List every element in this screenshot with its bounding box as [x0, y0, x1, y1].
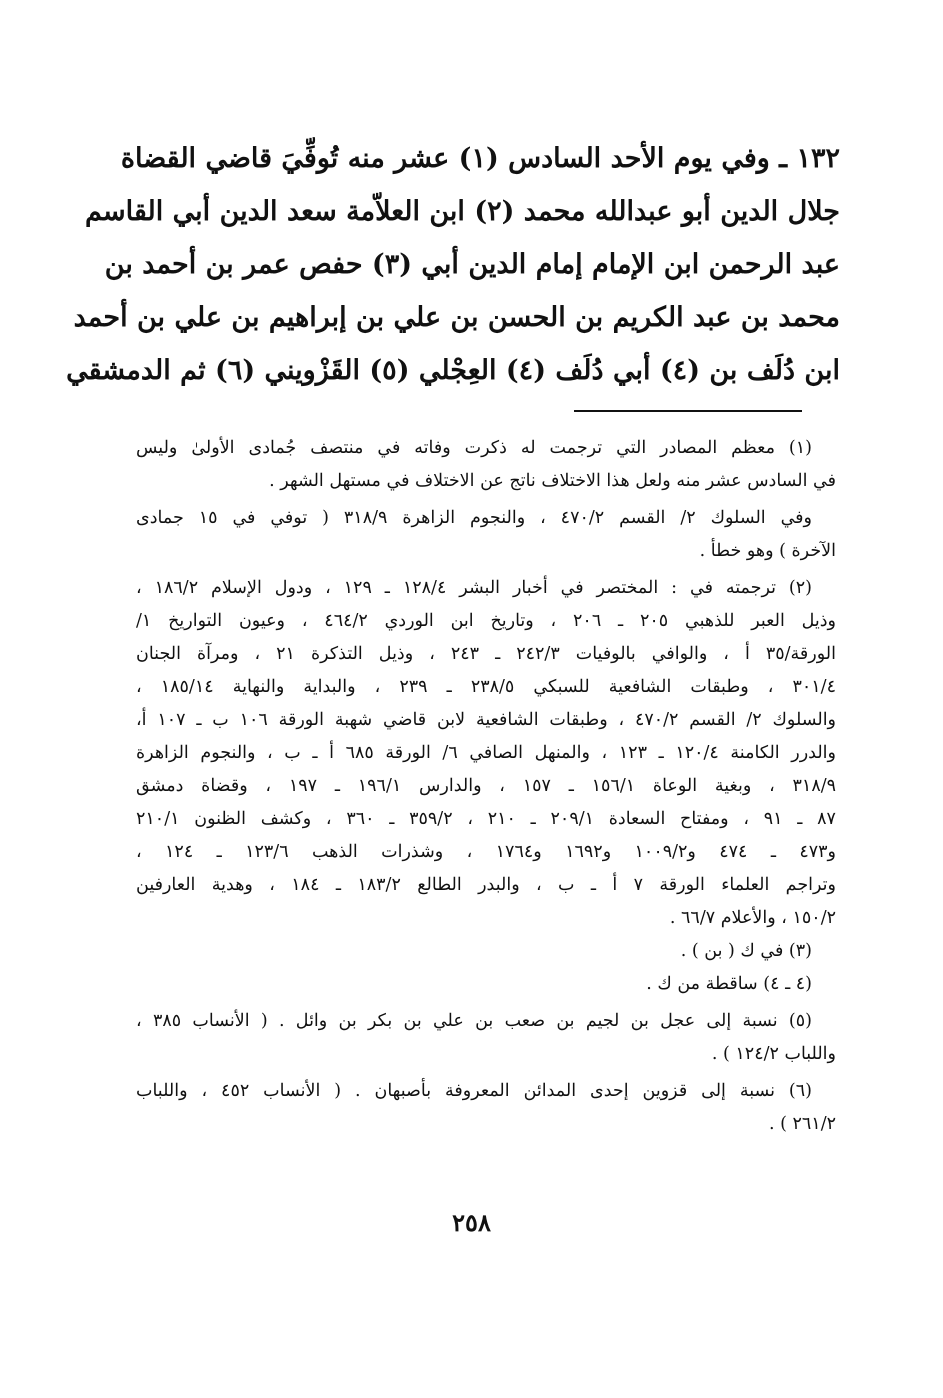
footnote-line: (٤ ـ ٤) ساقطة من ك .	[646, 974, 812, 994]
footnote-line: (١) معظم المصادر التي ترجمت له ذكرت وفاته في منتصف جُمادى الأولىٰ وليس	[136, 438, 812, 458]
main-text-line: عبد الرحمن ابن الإمام إمام الدين أبي (٣) حفص عمر بن أحمد بن	[104, 249, 840, 280]
footnote-line: واللباب ١٢٤/٢ ) .	[711, 1044, 836, 1064]
footnote-line: الورقة/٣٥ أ ، والوافي بالوفيات ٢٤٢/٣ ـ ٢٤٣ ، وذيل التذكرة ٢١ ، ومرآة الجنان	[136, 644, 836, 664]
footnotes-block	[136, 432, 836, 1141]
footnote-line: و٤٧٣ ـ ٤٧٤ و١٠٠٩/٢ و١٦٩٢ و١٧٦٤ ، وشذرات الذهب ١٢٣/٦ ـ ١٢٤ ،	[136, 842, 836, 862]
footnote-line: وتراجم العلماء الورقة ٧ أ ـ ب ، والبدر الطالع ١٨٣/٢ ـ ١٨٤ ، وهدية العارفين	[136, 875, 836, 895]
page-number: ٢٥٨	[452, 1208, 491, 1237]
footnote-line: الآخرة ) وهو خطأ .	[699, 541, 836, 561]
footnote-line: ٣٠١/٤ ، وطبقات الشافعية للسبكي ٢٣٨/٥ ـ ٢٣٩ ، والبداية والنهاية ١٨٥/١٤ ،	[136, 677, 836, 697]
main-text-line: ١٣٢ ـ وفي يوم الأحد السادس (١) عشر منه تُوفِّيَ قاضي القضاة	[120, 143, 840, 174]
footnote-line: ٨٧ ـ ٩١ ، ومفتاح السعادة ٢٠٩/١ ـ ٢١٠ ، ٣٥٩/٢ ـ ٣٦٠ ، وكشف الظنون ٢١٠/١	[136, 809, 836, 829]
footnote-line: ٣١٨/٩ ، وبغية الوعاة ١٥٦/١ ـ ١٥٧ ، والدارس ١٩٦/١ ـ ١٩٧ ، وقضاة دمشق	[136, 776, 837, 796]
footnote-line: ١٥٠/٢ ، والأعلام ٦٦/٧ .	[669, 908, 836, 928]
main-text-block	[66, 132, 840, 397]
footnote-line: ٢٦١/٢ ) .	[768, 1114, 836, 1134]
main-text-line: ابن دُلَف بن (٤) أبي دُلَف (٤) العِجْلي (٥) القَزْويني (٦) ثم الدمشقي	[66, 355, 840, 386]
footnote-separator	[574, 410, 802, 412]
footnote-line: (٣) في ك ( بن ) .	[680, 941, 812, 961]
footnote-line: (٢) ترجمته في : المختصر في أخبار البشر ١٢٨/٤ ـ ١٢٩ ، ودول الإسلام ١٨٦/٢ ،	[136, 578, 812, 598]
main-text-line: جلال الدين أبو عبدالله محمد (٢) ابن العلاّمة سعد الدين أبي القاسم	[85, 196, 840, 227]
footnote-line: (٦) نسبة إلى قزوين إحدى المدائن المعروفة بأصبهان . ( الأنساب ٤٥٢ ، واللباب	[136, 1081, 812, 1101]
footnote-line: (٥) نسبة إلى عجل بن لجيم بن صعب بن علي بن بكر بن وائل . ( الأنساب ٣٨٥ ،	[136, 1011, 812, 1031]
footnote-line: في السادس عشر منه ولعل هذا الاختلاف ناتج عن الاختلاف في مستهل الشهر .	[269, 471, 836, 491]
footnote-line: وفي السلوك ٢/ القسم ٤٧٠/٢ ، والنجوم الزاهرة ٣١٨/٩ ( توفي في ١٥ جمادى	[136, 508, 812, 528]
footnote-line: والدرر الكامنة ١٢٠/٤ ـ ١٢٣ ، والمنهل الصافي ٦/ الورقة ٦٨٥ أ ـ ب ، والنجوم الزاهرة	[136, 743, 836, 763]
footnote-line: والسلوك ٢/ القسم ٤٧٠/٢ ، وطبقات الشافعية لابن قاضي شهبة الورقة ١٠٦ ب ـ ١٠٧ أ،	[136, 710, 837, 730]
main-text-line: محمد بن عبد الكريم بن الحسن بن علي بن إبراهيم بن علي بن أحمد	[73, 302, 840, 333]
footnote-line: وذيل العبر للذهبي ٢٠٥ ـ ٢٠٦ ، وتاريخ ابن الوردي ٤٦٤/٢ ، وعيون التواريخ ١/	[136, 611, 836, 631]
